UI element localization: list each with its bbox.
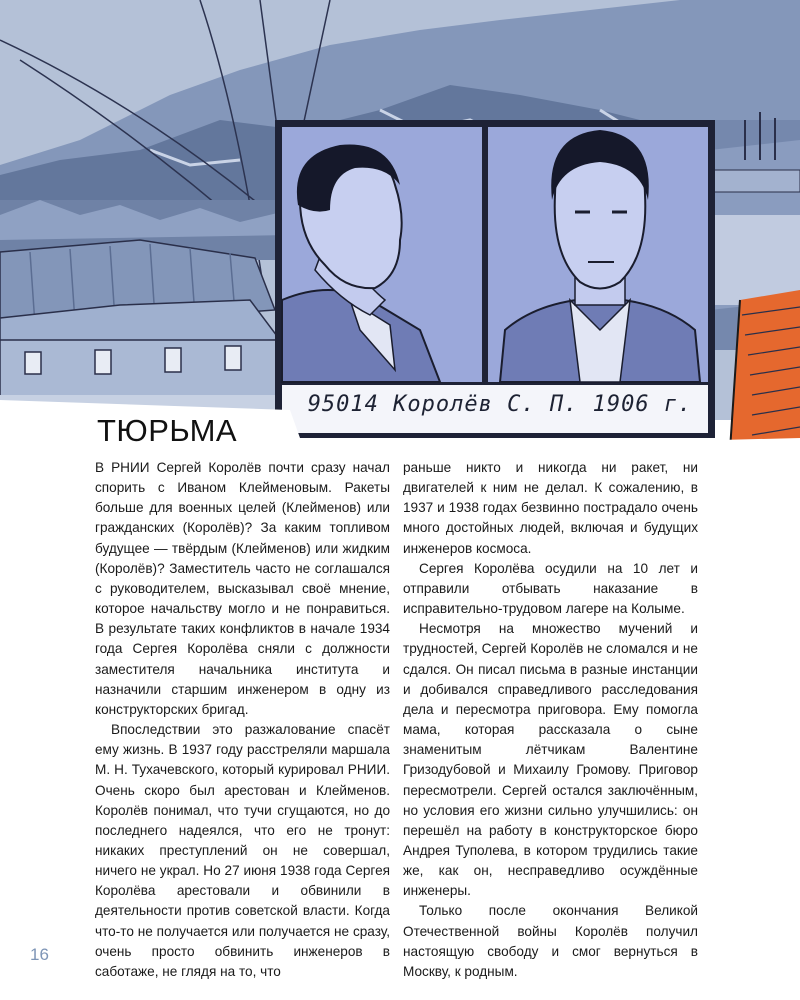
- paragraph: Сергея Королёва осудили на 10 лет и отправили отбывать наказание в исправительно-трудовом лагере на Колыме.: [403, 560, 698, 617]
- right-roof: [712, 170, 800, 192]
- paragraph: Только после окончания Великой Отечественной войны Королёв получил настоящую свободу и смог вернуться в Москву, к родным.: [403, 903, 698, 979]
- paragraph: В РНИИ Сергей Королёв почти сразу начал спорить с Иваном Клейменовым. Ракеты больше для военных целей (Клейменов) или гражданских (Королёв)? За каким топливом будущее — твёрдым (Клейменов) или жидким (Королёв)? Заместитель часто не соглашался с руководителем, высказывал своё мнение, которое начальству могло и не понравиться. В результате таких конфликтов в начале 1934 года Сергея Королёва сняли с должности заместителя начальника института и назначили старшим инженером в одну из конструкторских бригад.: [95, 460, 390, 717]
- right-water: [712, 215, 800, 305]
- page-number: 16: [30, 945, 49, 964]
- mugshot-caption: 95014 Королёв С. П. 1906 г.: [307, 392, 693, 417]
- window: [225, 346, 241, 370]
- paragraph: Несмотря на множество мучений и трудностей, Сергей Королёв не сломался и не сдался. Он писал письма в разные инстанции и добивался справедливого расследования дела и пересмотра приговора. Ему помогла мама, которая рассказала о сыне знаменитым лётчикам Валентине Гризодубовой и Михаилу Громову. Приговор пересмотрели. Сергей остался заключённым, но условия его жизни сильно улучшились: он перешёл на работу в конструкторское бюро Андрея Туполева, в котором трудились такие же, как он, несправедливо осуждённые инженеры.: [403, 621, 698, 899]
- left-column: [95, 458, 390, 982]
- window: [165, 348, 181, 372]
- right-column: [403, 458, 698, 982]
- window: [95, 350, 111, 374]
- paragraph: раньше никто и никогда ни ракет, ни двигателей к ним не делал. К сожалению, в 1937 и 1938 годах безвинно пострадало очень много достойных людей, включая и будущих инженеров космоса.: [403, 460, 698, 556]
- window: [25, 352, 41, 374]
- paragraph: Впоследствии это разжалование спасёт ему жизнь. В 1937 году расстреляли маршала М. Н. Тухачевского, который курировал РНИИ. Очень скоро был арестован и Клейменов. Королёв понимал, что тучи сгущаются, но до последнего надеялся, что его не тронут: никаких преступлений он не совершал, ничего не украл. Но 27 июня 1938 года Сергея Королёва арестовали и обвинили в деятельности против советской власти. Когда что-то не получается или получается не сразу, очень просто обвинить инженеров в саботаже, не глядя на то, что: [95, 722, 390, 979]
- section-title: ТЮРЬМА: [97, 413, 238, 448]
